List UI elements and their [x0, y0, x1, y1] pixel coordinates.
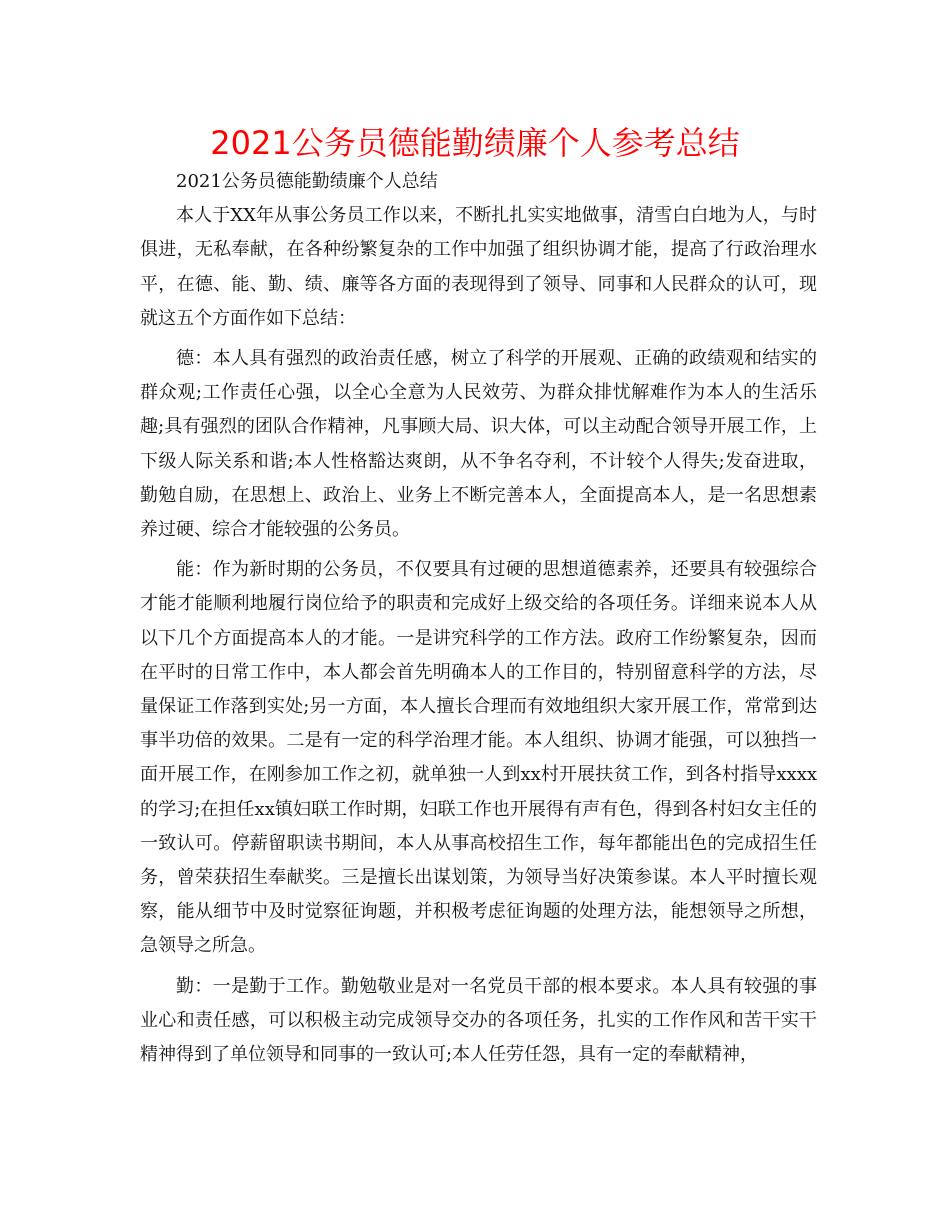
document-body	[140, 165, 817, 1072]
paragraph-subtitle: 2021公务员德能勤绩廉个人总结	[176, 171, 438, 192]
paragraph-neng: 能：作为新时期的公务员，不仅要具有过硬的思想道德素养，还要具有较强综合才能才能顺利地履行岗位给予的职责和完成好上级交给的各项任务。详细来说本人从以下几个方面提高本人的才能。一是讲究科学的工作方法。政府工作纷繁复杂，因而在平时的日常工作中，本人都会首先明确本人的工作目的，特别留意科学的方法，尽量保证工作落到实处;另一方面，本人擅长合理而有效地组织大家开展工作，常常到达事半功倍的效果。二是有一定的科学治理才能。本人组织、协调才能强，可以独挡一面开展工作，在刚参加工作之初，就单独一人到xx村开展扶贫工作，到各村指导xxxx的学习;在担任xx镇妇联工作时期，妇联工作也开展得有声有色，得到各村妇女主任的一致认可。停薪留职读书期间，本人从事高校招生工作，每年都能出色的完成招生任务，曾荣获招生奉献奖。三是擅长出谋划策，为领导当好决策参谋。本人平时擅长观察，能从细节中及时觉察征询题，并积极考虑征询题的处理方法，能想领导之所想，急领导之所急。	[140, 559, 817, 957]
paragraph-de: 德：本人具有强烈的政治责任感，树立了科学的开展观、正确的政绩观和结实的群众观;工作责任心强，以全心全意为人民效劳、为群众排忧解难作为本人的生活乐趣;具有强烈的团队合作精神，凡事顾大局、识大体，可以主动配合领导开展工作，上下级人际关系和谐;本人性格豁达爽朗，从不争名夺利，不计较个人得失;发奋进取，勤勉自励，在思想上、政治上、业务上不断完善本人，全面提高本人，是一名思想素养过硬、综合才能较强的公务员。	[140, 348, 817, 541]
paragraph-qin: 勤：一是勤于工作。勤勉敬业是对一名党员干部的根本要求。本人具有较强的事业心和责任感，可以积极主动完成领导交办的各项任务，扎实的工作作风和苦干实干精神得到了单位领导和同事的一致认可;本人任劳任怨，具有一定的奉献精神，	[140, 975, 817, 1066]
document-title: 2021公务员德能勤绩廉个人参考总结	[210, 124, 740, 162]
paragraph-intro: 本人于XX年从事公务员工作以来，不断扎扎实实地做事，清雪白白地为人，与时俱进，无私奉献，在各种纷繁复杂的工作中加强了组织协调才能，提高了行政治理水平，在德、能、勤、绩、廉等各方面的表现得到了领导、同事和人民群众的认可，现就这五个方面作如下总结：	[140, 205, 817, 329]
